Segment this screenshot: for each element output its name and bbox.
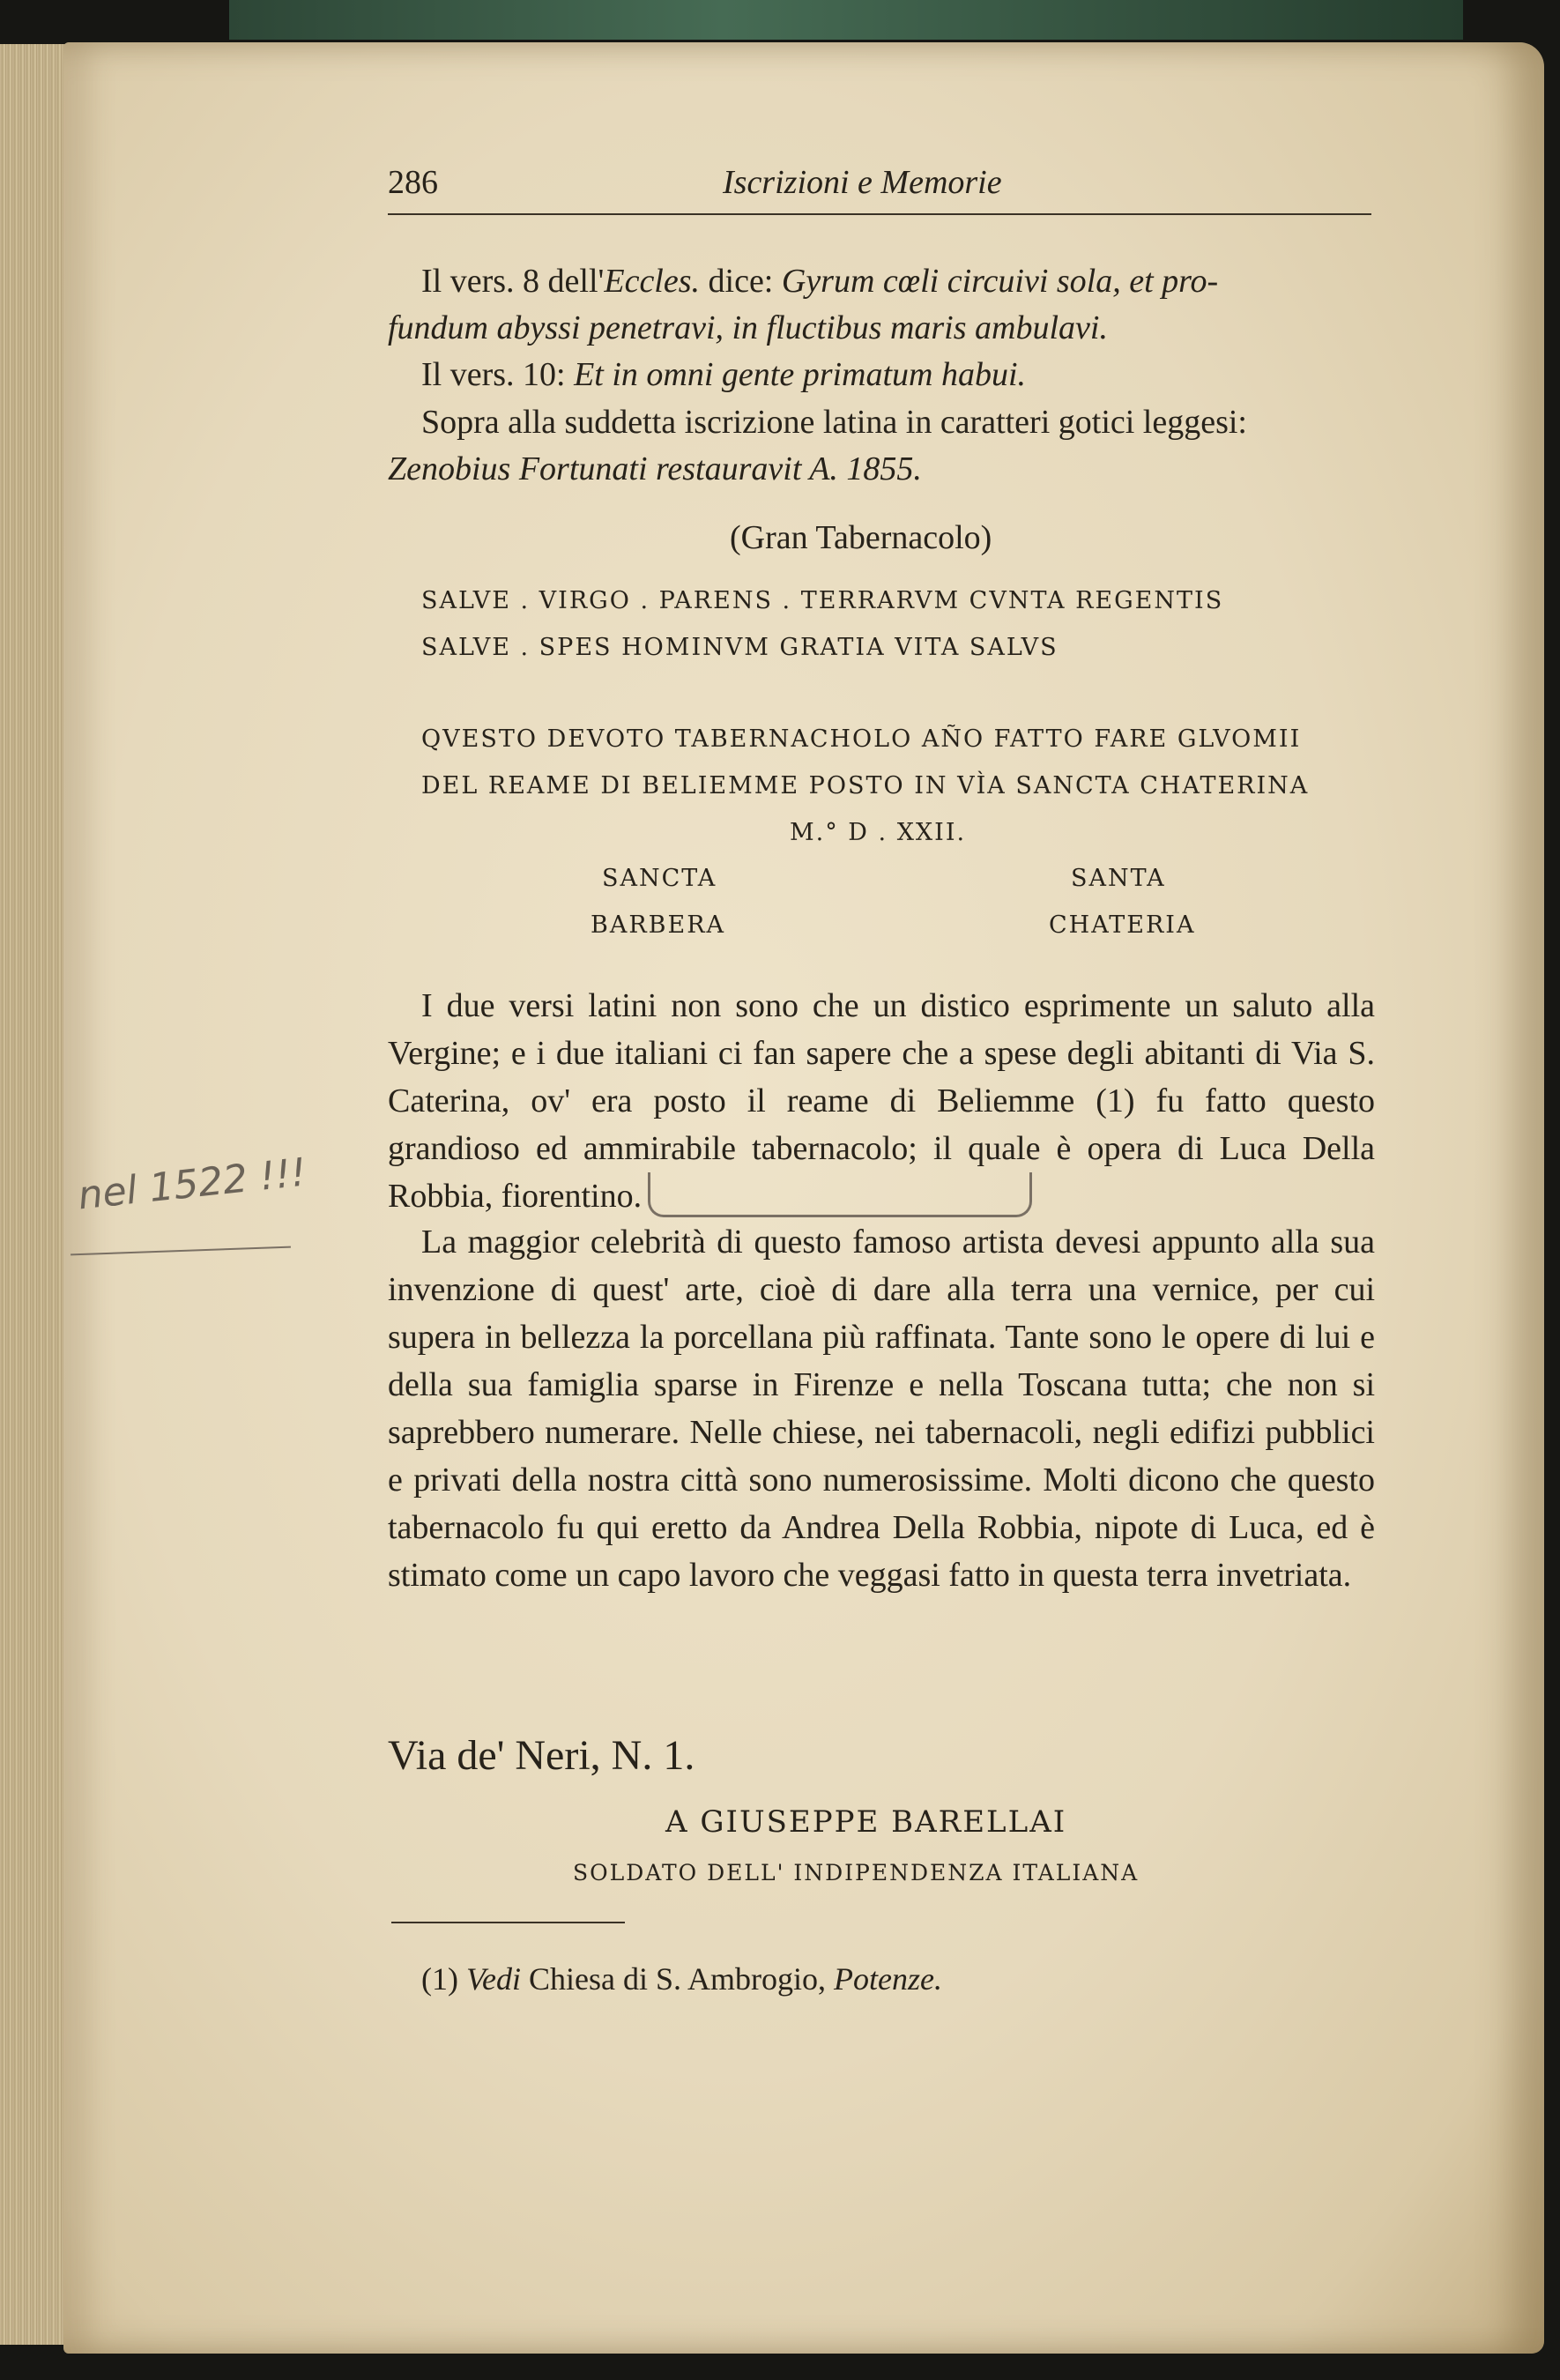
tabernacle-heading: (Gran Tabernacolo) [730, 519, 992, 556]
intro-line-5: Zenobius Fortunati restauravit A. 1855. [388, 450, 922, 487]
latin-line-1: SALVE . VIRGO . PARENS . TERRARVM CVNTA REGENTIS [421, 587, 1224, 614]
section-title: Via de' Neri, N. 1. [388, 1732, 695, 1779]
page-number: 286 [388, 164, 438, 201]
running-title: Iscrizioni e Memorie [723, 164, 1002, 201]
footnote-rule [391, 1922, 625, 1923]
body-paragraph-1: I due versi latini non sono che un distico esprimente un saluto alla Vergine; e i due italiani ci fan sapere che a spese degli abitanti di Via S. Caterina, ov' era posto il reame di Beliemme (1) fu fatto questo grandioso ed ammirabile tabernacolo; il quale è opera di Luca Della Robbia, fiorentino. [388, 987, 1375, 1215]
intro-quote-3: Et in omni gente primatum habui. [574, 356, 1027, 393]
book-cover-edge [229, 0, 1463, 40]
dedication-line-2: SOLDATO DELL' INDIPENDENZA ITALIANA [573, 1860, 1140, 1885]
intro-line-1-mid: dice: [700, 263, 782, 300]
left-saint-line-1: SANCTA [602, 865, 717, 892]
body-paragraph-2: La maggior celebrità di questo famoso artista devesi appunto alla sua invenzione di quest' arte, cioè di dare alla terra una vernice, per cui supera in bellezza la porcellana più raffinata. Tante sono le opere di lui e della sua famiglia sparse in Firenze e nella Toscana tutta; che non si saprebbero numerare. Nelle chiese, nei tabernacoli, negli edifizi pubblici e privati della nostra città sono numerosissime. Molti dicono che questo tabernacolo fu qui eretto da Andrea Della Robbia, nipote di Luca, ed è stimato come un capo lavoro che veggasi fatto in questa terra invetriata. [388, 1223, 1375, 1594]
right-saint-line-2: CHATERIA [1049, 911, 1196, 939]
header-rule [388, 213, 1371, 215]
italian-line-1: QVESTO DEVOTO TABERNACHOLO AÑO FATTO FARE GLVOMII [421, 725, 1302, 753]
intro-line-3-pre: Il vers. 10: [421, 356, 575, 393]
intro-line-4: Sopra alla suddetta iscrizione latina in caratteri gotici leggesi: [421, 404, 1247, 441]
footnote-vedi: Vedi [465, 1961, 521, 1997]
footnote [421, 1955, 942, 2003]
italian-line-2: DEL REAME DI BELIEMME POSTO IN VÌA SANCTA CHATERINA [421, 772, 1310, 800]
intro-line-2: fundum abyssi penetravi, in fluctibus maris ambulavi. [388, 309, 1108, 346]
intro-quote-1: Gyrum cœli circuivi sola, et pro- [781, 263, 1219, 300]
footnote-text: Chiesa di S. Ambrogio, [520, 1961, 834, 1997]
intro-book: Eccles. [604, 263, 701, 300]
latin-line-2: SALVE . SPES HOMINVM GRATIA VITA SALVS [421, 634, 1059, 661]
footnote-potenze: Potenze. [833, 1961, 942, 1997]
left-saint-line-2: BARBERA [591, 911, 726, 939]
intro-line-3 [421, 351, 1026, 398]
dedication-line-1: A GIUSEPPE BARELLAI [665, 1804, 1067, 1840]
intro-line-1-pre: Il vers. 8 dell' [421, 263, 605, 300]
intro-line-1 [421, 257, 1218, 305]
footnote-marker: (1) [421, 1961, 466, 1997]
inscription-date: M.° D . XXII. [790, 819, 967, 846]
pencil-underline [648, 1172, 1032, 1217]
right-saint-line-1: SANTA [1071, 865, 1166, 892]
pencil-margin-note: nel 1522 !!! [76, 1149, 309, 1219]
